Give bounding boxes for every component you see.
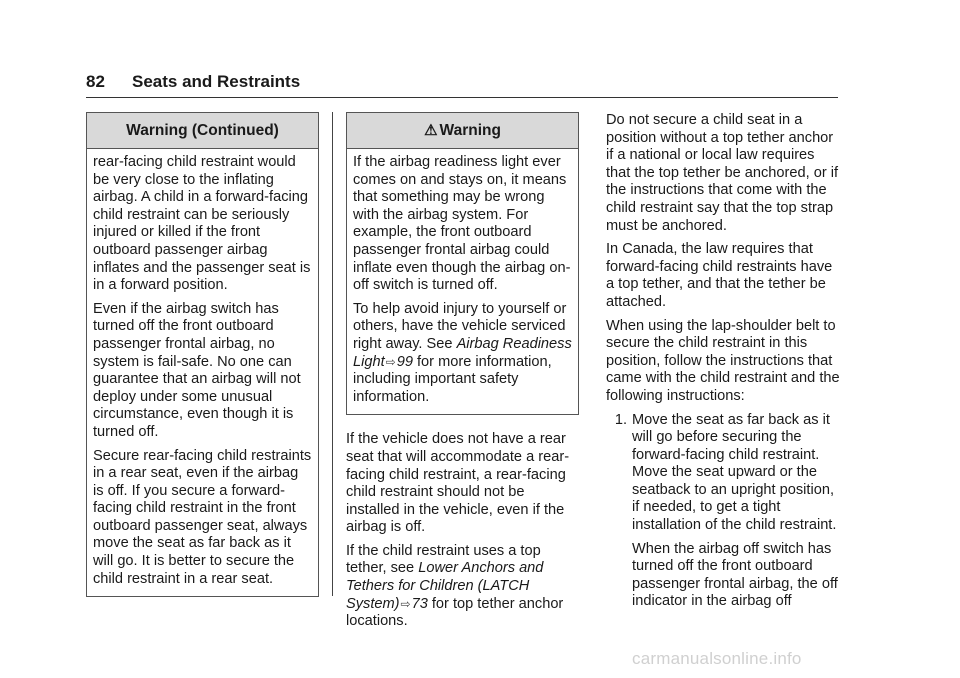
warning-paragraph: If the airbag readiness light ever comes on and stays on, it means that something may be wrong with the airbag system. For example, the front outboard passenger frontal airbag could inflate even though the airbag on-off switch is turned off. [353, 154, 571, 294]
list-item-body [632, 412, 840, 618]
body-paragraph: If the vehicle does not have a rear seat that will accommodate a rear-facing child restraint, a rear-facing child restraint should not be installed in the vehicle, even if the airbag is off. [346, 431, 570, 536]
warning-box-body [87, 149, 318, 596]
warning-box-continued [86, 112, 319, 597]
warning-paragraph: rear-facing child restraint would be very close to the inflating airbag. A child in a forward-facing child restraint can be seriously injured or killed if the front outboard passenger airbag inflates and the passenger seat is in a forward position. [93, 154, 311, 294]
warning-box-title [347, 113, 578, 149]
warning-paragraph: To help avoid injury to yourself or others, have the vehicle serviced right away. See Airbag Readiness Light⇨99 for more information, including important safety information. [353, 300, 572, 405]
list-item [606, 412, 840, 618]
warning-paragraph: Even if the airbag switch has turned off the front outboard passenger frontal airbag, no system is fail-safe. No one can guarantee that an airbag will not deploy under some unusual circumstance, even though it is turned off. [93, 300, 301, 440]
list-item-number: 1. [614, 411, 627, 428]
column-3 [606, 112, 840, 617]
instruction-list [606, 412, 840, 618]
column-2 [346, 112, 579, 631]
list-item-text: Move the seat as far back as it will go before securing the forward-facing child restraint. Move the seat upward or the seatback to an upright position, if needed, to get a tight installation of the child restraint. [632, 411, 837, 534]
body-paragraph: Do not secure a child seat in a position without a top tether anchor if a national or local law requires that the top tether be anchored, or if the instructions that come with the child restraint say that the top strap must be anchored. [606, 112, 839, 234]
warning-box [346, 112, 579, 415]
page-reference-arrow-icon: ⇨ [385, 354, 396, 369]
warning-triangle-icon: ⚠ [424, 122, 438, 139]
section-title: Seats and Restraints [132, 72, 301, 91]
page-number: 82 [86, 72, 105, 91]
list-item-text: When the airbag off switch has turned off the front outboard passenger frontal airbag, the off indicator in the airbag off [632, 540, 838, 610]
body-paragraph: If the child restraint uses a top tether, see Lower Anchors and Tethers for Children (LATCH System)⇨73 for top tether anchor locations. [346, 542, 564, 630]
warning-box-body [347, 149, 578, 414]
warning-paragraph: Secure rear-facing child restraints in a rear seat, even if the airbag is off. If you secure a forward-facing child restraint in the front outboard passenger seat, always move the seat as far back as it will go. It is better to secure the child restraint in a rear seat. [93, 447, 312, 587]
page-header [86, 72, 838, 98]
page-reference-arrow-icon: ⇨ [400, 596, 411, 611]
page-reference-number[interactable]: 99 [396, 353, 413, 370]
page-reference-number[interactable]: 73 [411, 595, 428, 612]
column-1 [86, 112, 319, 597]
warning-box-label: Warning [439, 122, 501, 139]
body-paragraph: When using the lap-shoulder belt to secure the child restraint in this position, follow the instructions that came with the child restraint and the following instructions: [606, 317, 840, 404]
watermark: carmanualsonline.info [632, 649, 802, 668]
column-divider [332, 112, 333, 596]
airbag-readiness-light-link[interactable]: Airbag Readiness Light [353, 335, 572, 370]
body-paragraph: In Canada, the law requires that forward-facing child restraints have a top tether, and that the tether be attached. [606, 241, 833, 310]
warning-box-title: Warning (Continued) [87, 113, 318, 149]
latch-system-link[interactable]: Lower Anchors and Tethers for Children (LATCH System) [346, 560, 544, 612]
